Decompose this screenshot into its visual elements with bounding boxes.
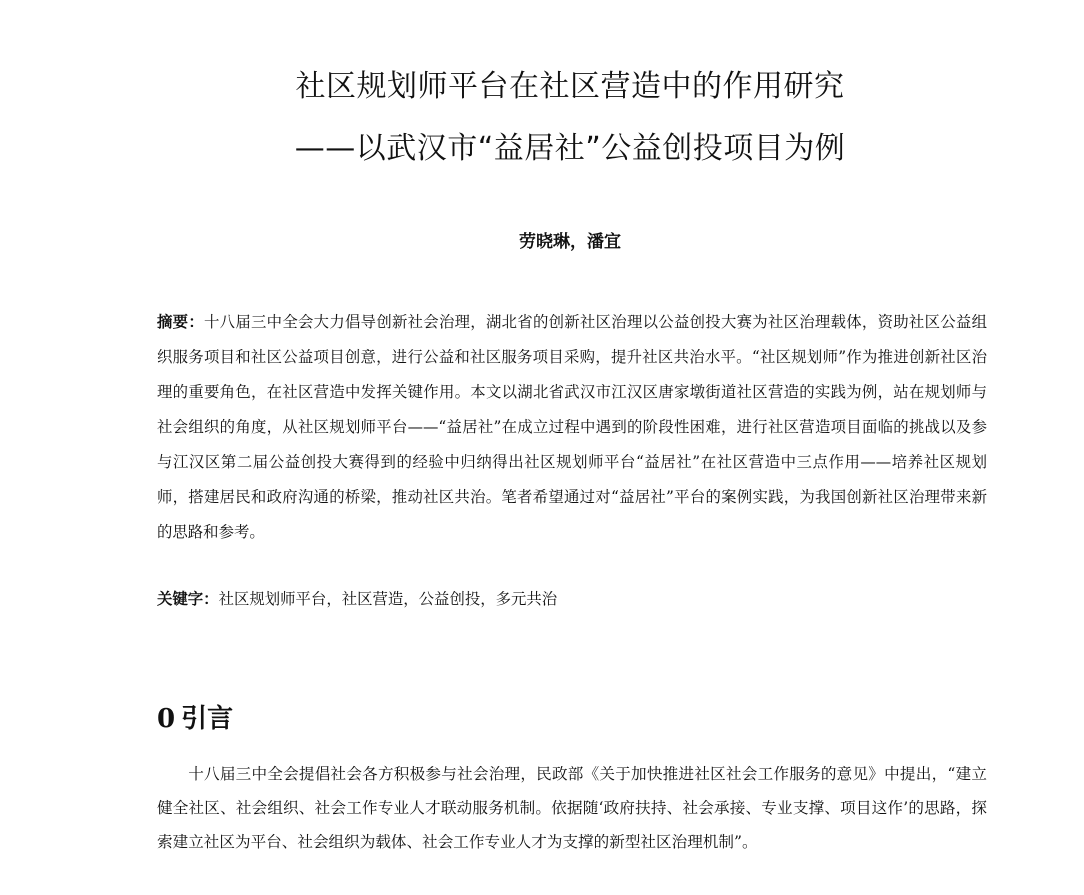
abstract xyxy=(157,305,987,550)
paper-title-line-2: ——以武汉市“益居社”公益创投项目为例 xyxy=(294,131,846,166)
paper-authors: 劳晓琳，潘宜 xyxy=(519,232,621,252)
keywords-label: 关键字： xyxy=(157,590,219,608)
section-title: 引言 xyxy=(181,704,234,734)
paper-title-line-1: 社区规划师平台在社区营造中的作用研究 xyxy=(295,69,845,104)
abstract-text: 十八届三中全会大力倡导创新社会治理，湖北省的创新社区治理以公益创投大赛为社区治理载体，资助社区公益组织服务项目和社区公益项目创意，进行公益和社区服务项目采购，提升社区共治水平。“社区规划师”作为推进创新社区治理的重要角色，在社区营造中发挥关键作用。本文以湖北省武汉市江汉区唐家墩街道社区营造的实践为例，站在规划师与社会组织的角度，从社区规划师平台——“益居社”在成立过程中遇到的阶段性困难，进行社区营造项目面临的挑战以及参与江汉区第二届公益创投大赛得到的经验中归纳得出社区规划师平台“益居社”在社区营造中三点作用——培养社区规划师，搭建居民和政府沟通的桥梁，推动社区共治。笔者希望通过对“益居社”平台的案例实践，为我国创新社区治理带来新的思路和参考。 xyxy=(157,313,987,541)
abstract-label: 摘要： xyxy=(157,313,204,331)
keywords-text: 社区规划师平台，社区营造，公益创投，多元共治 xyxy=(218,590,558,608)
section-number: 0 xyxy=(157,704,176,734)
keywords xyxy=(157,584,987,614)
intro-paragraph: 十八届三中全会提倡社会各方积极参与社会治理，民政部《关于加快推进社区社会工作服务的意见》中提出，“建立健全社区、社会组织、社会工作专业人才联动服务机制。依据随‘政府扶持、社会承接、专业支撑、项目这作’的思路，探索建立社区为平台、社会组织为载体、社会工作专业人才为支撑的新型社区治理机制”。 xyxy=(157,765,987,851)
section-heading xyxy=(157,698,233,735)
